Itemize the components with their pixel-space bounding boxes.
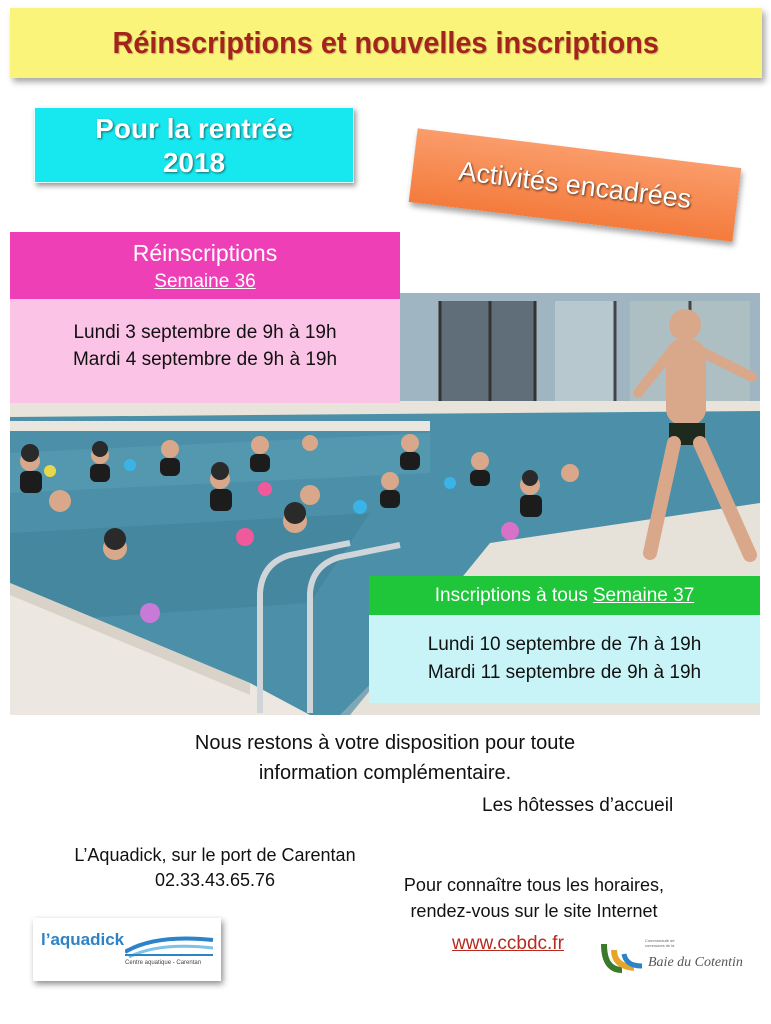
inscriptions-line2: Mardi 11 septembre de 9h à 19h — [427, 662, 702, 683]
availability-text — [100, 728, 670, 788]
aquadick-logo-name: l’aquadick — [41, 930, 125, 949]
aquadick-logo — [33, 918, 221, 981]
activites-box — [409, 128, 742, 241]
rentree-line1: Pour la rentrée — [95, 113, 293, 144]
ccbdc-logo-name: Baie du Cotentin — [648, 955, 743, 970]
activites-label: Activités encadrées — [457, 155, 694, 214]
availability-line2: information complémentaire. — [258, 762, 512, 784]
aquadick-logo-subtitle: Centre aquatique - Carentan — [125, 960, 202, 966]
inscriptions-schedule — [369, 615, 760, 703]
website-link[interactable]: www.ccbdc.fr — [452, 933, 564, 954]
schedule-info-line1: Pour connaître tous les horaires, — [403, 875, 665, 895]
inscriptions-header — [369, 576, 760, 615]
address-block — [30, 843, 400, 893]
availability-line1: Nous restons à votre disposition pour toute — [194, 732, 576, 754]
phone-number: 02.33.43.65.76 — [154, 870, 276, 890]
reinscriptions-header — [10, 232, 400, 299]
reinscriptions-week: Semaine 36 — [154, 271, 256, 292]
aquadick-wave-icon — [125, 932, 215, 958]
reinscriptions-line2: Mardi 4 septembre de 9h à 19h — [72, 349, 338, 370]
schedule-info-line2: rendez-vous sur le site Internet — [410, 901, 658, 921]
inscriptions-week: Semaine 37 — [592, 584, 695, 606]
reinscriptions-schedule — [10, 299, 400, 403]
inscriptions-heading: Inscriptions à tous — [434, 584, 588, 606]
ccbdc-logo-prefix: Communauté de communes de la — [645, 938, 675, 948]
ccbdc-logo — [600, 936, 760, 982]
signature: Les hôtesses d’accueil — [482, 795, 674, 816]
reinscriptions-line1: Lundi 3 septembre de 9h à 19h — [73, 322, 337, 343]
rentree-year: 2018 — [162, 147, 226, 178]
reinscriptions-heading: Réinscriptions — [132, 240, 278, 266]
schedule-info — [370, 872, 698, 924]
title-banner — [10, 8, 762, 78]
inscriptions-line1: Lundi 10 septembre de 7h à 19h — [427, 634, 702, 655]
ccbdc-emblem-icon — [600, 940, 644, 976]
address-line: L’Aquadick, sur le port de Carentan — [74, 845, 356, 865]
page-title: Réinscriptions et nouvelles inscriptions — [112, 25, 660, 60]
rentree-box — [34, 107, 354, 183]
